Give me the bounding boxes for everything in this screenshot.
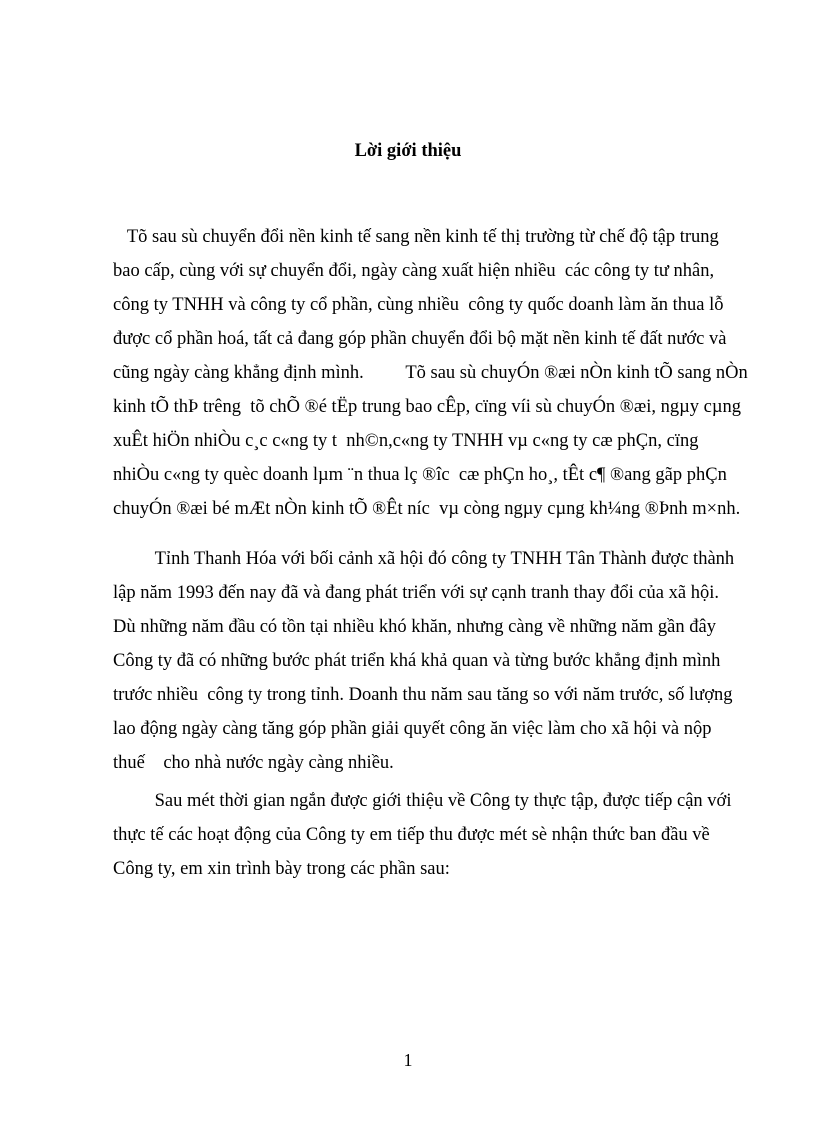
page-number: 1 [403, 1050, 413, 1070]
paragraph-introduction [113, 220, 763, 526]
text-line: trước nhiều công ty trong tỉnh. Doanh thu năm sau tăng so với năm trước, số lượng [113, 685, 733, 705]
text-line: Tõ sau sù chuyển đổi nền kinh tế sang nền kinh tế thị trường từ chế độ tập trung [113, 227, 719, 247]
text-line: thuế cho nhà nước ngày càng nhiều. [113, 753, 394, 773]
text-line: Tỉnh Thanh Hóa với bối cảnh xã hội đó công ty TNHH Tân Thành được thành [113, 549, 735, 569]
text-line: bao cấp, cùng với sự chuyển đổi, ngày càng xuất hiện nhiều các công ty tư nhân, [113, 261, 715, 281]
text-line: kinh tÕ thÞ trêng tõ chÕ ®é tËp trung bao cÊp, cïng víi sù chuyÓn ®æi, ngµy cµng [113, 397, 741, 417]
paragraph-company-background [113, 542, 763, 780]
text-line: được cổ phần hoá, tất cả đang góp phần chuyển đổi bộ mặt nền kinh tế đất nước và [113, 329, 727, 349]
text-line: lập năm 1993 đến nay đã và đang phát triển với sự cạnh tranh thay đổi của xã hội. [113, 583, 719, 603]
paragraph-internship [113, 784, 763, 886]
page-title: Lời giới thiệu [354, 141, 462, 161]
text-line: cũng ngày càng khẳng định mình. Tõ sau sù chuyÓn ®æi nÒn kinh tÕ sang nÒn [113, 363, 748, 383]
text-line: nhiÒu c«ng ty quèc doanh lµm ¨n thua lç ®îc cæ phÇn ho¸, tÊt c¶ ®ang gãp phÇn [113, 465, 727, 485]
text-line: Dù những năm đầu có tồn tại nhiều khó khăn, nhưng càng về những năm gần đây [113, 617, 716, 637]
text-line: Công ty đã có những bước phát triển khá khả quan và từng bước khẳng định mình [113, 651, 721, 671]
text-line: lao động ngày càng tăng góp phần giải quyết công ăn việc làm cho xã hội và nộp [113, 719, 712, 739]
text-line: xuÊt hiÖn nhiÒu c¸c c«ng ty t nh©n,c«ng ty TNHH vµ c«ng ty cæ phÇn, cïng [113, 431, 699, 451]
text-line: chuyÓn ®æi bé mÆt nÒn kinh tÕ ®Êt níc vµ còng ngµy cµng kh¼ng ®Þnh m×nh. [113, 499, 741, 519]
text-line: Công ty, em xin trình bày trong các phần sau: [113, 859, 450, 879]
text-line: công ty TNHH và công ty cổ phần, cùng nhiều công ty quốc doanh làm ăn thua lỗ [113, 295, 724, 315]
text-line: Sau mét thời gian ngắn được giới thiệu về Công ty thực tập, được tiếp cận với [113, 791, 732, 811]
text-line: thực tế các hoạt động của Công ty em tiếp thu được mét sè nhận thức ban đầu về [113, 825, 710, 845]
